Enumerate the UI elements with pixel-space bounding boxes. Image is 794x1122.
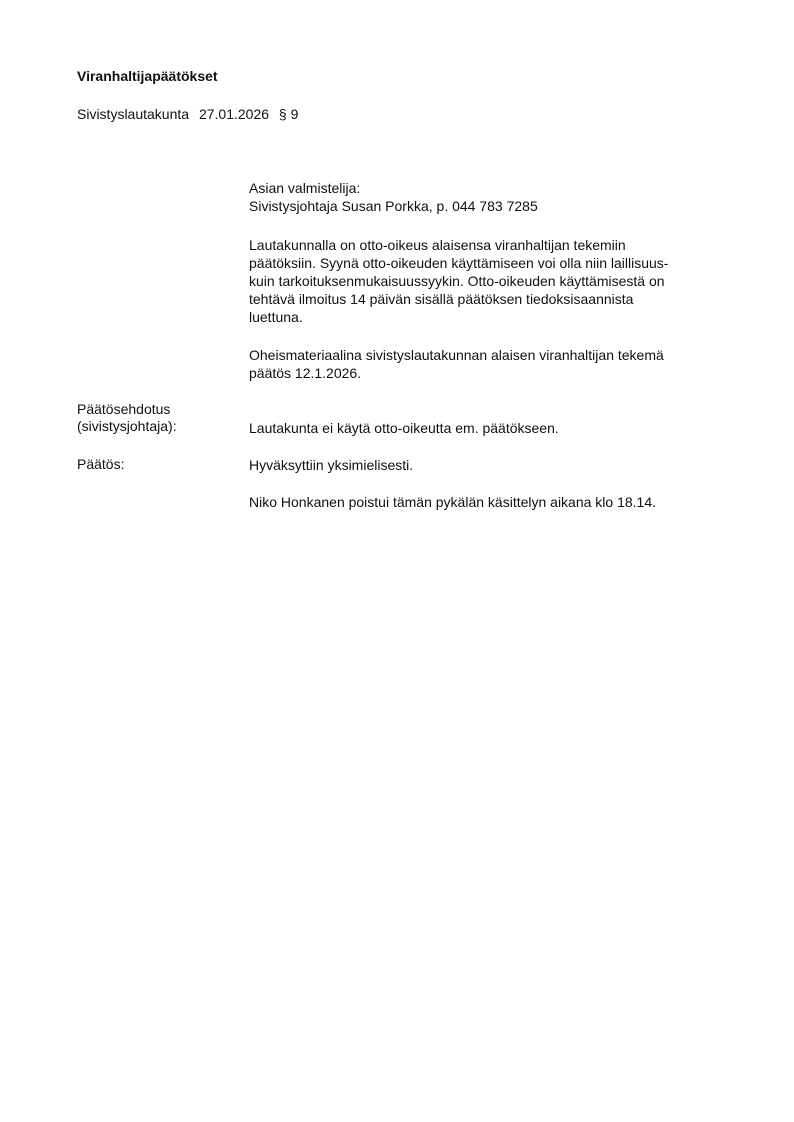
paragraph-otto-oikeus (249, 236, 725, 326)
decision-label: Päätös: (77, 456, 125, 472)
proposal-text (249, 419, 725, 437)
paragraph-attachment (249, 346, 725, 382)
preparer-block (249, 179, 725, 215)
paragraph-line: luettuna. (249, 309, 303, 325)
proposal-label-line: (sivistysjohtaja): (77, 418, 177, 434)
meeting-section: § 9 (278, 106, 299, 122)
paragraph-line: tehtävä ilmoitus 14 päivän sisällä päätöksen tiedoksisaannista (249, 291, 634, 307)
paragraph-line: päätös 12.1.2026. (249, 365, 362, 381)
decision-note (249, 493, 725, 511)
preparer-label: Asian valmistelija: (249, 180, 361, 196)
decision-text (249, 456, 725, 474)
paragraph-line: Lautakunnalla on otto-oikeus alaisensa viranhaltijan tekemiin (249, 237, 626, 253)
paragraph-line: Oheismateriaalina sivistyslautakunnan alaisen viranhaltijan tekemä (249, 347, 664, 363)
meeting-date: 27.01.2026 (198, 106, 270, 122)
meeting-reference (77, 106, 304, 122)
proposal-label (77, 401, 177, 435)
preparer-value: Sivistysjohtaja Susan Porkka, p. 044 783 7285 (249, 198, 538, 214)
document-title: Viranhaltijapäätökset (77, 68, 218, 84)
proposal-text-line: Lautakunta ei käytä otto-oikeutta em. päätökseen. (249, 420, 559, 436)
paragraph-line: päätöksiin. Syynä otto-oikeuden käyttämiseen voi olla niin laillisuus- (249, 255, 669, 271)
proposal-label-line: Päätösehdotus (77, 401, 171, 417)
meeting-body: Sivistyslautakunta (77, 106, 190, 122)
decision-note-line: Niko Honkanen poistui tämän pykälän käsittelyn aikana klo 18.14. (249, 494, 657, 510)
decision-text-line: Hyväksyttiin yksimielisesti. (249, 457, 414, 473)
paragraph-line: kuin tarkoituksenmukaisuussyykin. Otto-oikeuden käyttämisestä on (249, 273, 665, 289)
